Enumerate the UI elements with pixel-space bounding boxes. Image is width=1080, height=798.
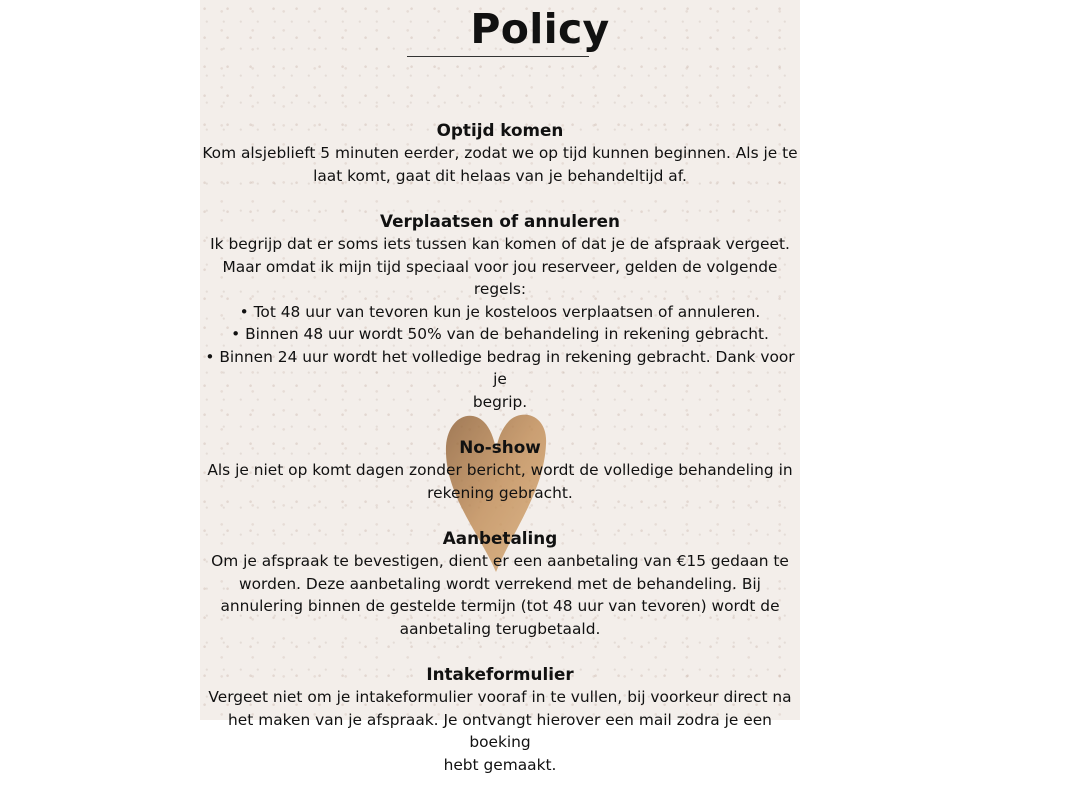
section-aanbetaling: [200, 526, 800, 640]
policy-content: [200, 118, 800, 798]
text-line: rekening gebracht.: [427, 483, 573, 502]
section-text: [200, 686, 800, 776]
section-heading: Aanbetaling: [442, 528, 558, 548]
text-line: Vergeet niet om je intakeformulier vooraf in te vullen, bij voorkeur direct na: [208, 688, 792, 706]
section-text: [200, 142, 800, 187]
page-title: Policy: [470, 5, 610, 53]
text-line: Om je afspraak te bevestigen, dient er een aanbetaling van €15 gedaan te: [211, 552, 789, 570]
text-line: annulering binnen de gestelde termijn (tot 48 uur van tevoren) wordt de: [220, 597, 780, 615]
section-text: [200, 550, 800, 640]
section-text: [200, 459, 800, 504]
text-line: aanbetaling terugbetaald.: [399, 619, 601, 638]
section-text: [200, 233, 800, 413]
section-optijd-komen: [200, 118, 800, 187]
bullet-item: • Binnen 48 uur wordt 50% van de behandeling in rekening gebracht.: [231, 325, 769, 343]
text-line: Als je niet op komt dagen zonder bericht, wordt de volledige behandeling in: [207, 461, 793, 479]
text-line: laat komt, gaat dit helaas van je behandeltijd af.: [313, 166, 687, 185]
section-heading: Verplaatsen of annuleren: [380, 211, 620, 231]
bullet-item: • Binnen 24 uur wordt het volledige bedrag in rekening gebracht. Dank voor je: [205, 347, 795, 388]
section-heading: Intakeformulier: [426, 664, 574, 684]
section-heading: Optijd komen: [436, 120, 564, 140]
title-underline: [407, 56, 589, 57]
section-no-show: [200, 435, 800, 504]
section-verplaatsen-annuleren: [200, 209, 800, 413]
section-heading: No-show: [459, 437, 541, 457]
bullet-item: • Tot 48 uur van tevoren kun je kosteloos verplaatsen of annuleren.: [239, 302, 761, 321]
text-line: het maken van je afspraak. Je ontvangt hierover een mail zodra je een boeking: [228, 710, 772, 751]
text-line: Ik begrijp dat er soms iets tussen kan komen of dat je de afspraak vergeet.: [210, 235, 790, 253]
text-line: worden. Deze aanbetaling wordt verrekend met de behandeling. Bij: [239, 574, 761, 593]
section-intakeformulier: [200, 662, 800, 776]
text-line: hebt gemaakt.: [443, 755, 557, 774]
text-line: begrip.: [472, 392, 528, 411]
text-line: Kom alsjeblieft 5 minuten eerder, zodat we op tijd kunnen beginnen. Als je te: [202, 144, 798, 162]
text-line: Maar omdat ik mijn tijd speciaal voor jou reserveer, gelden de volgende regels:: [222, 257, 778, 298]
